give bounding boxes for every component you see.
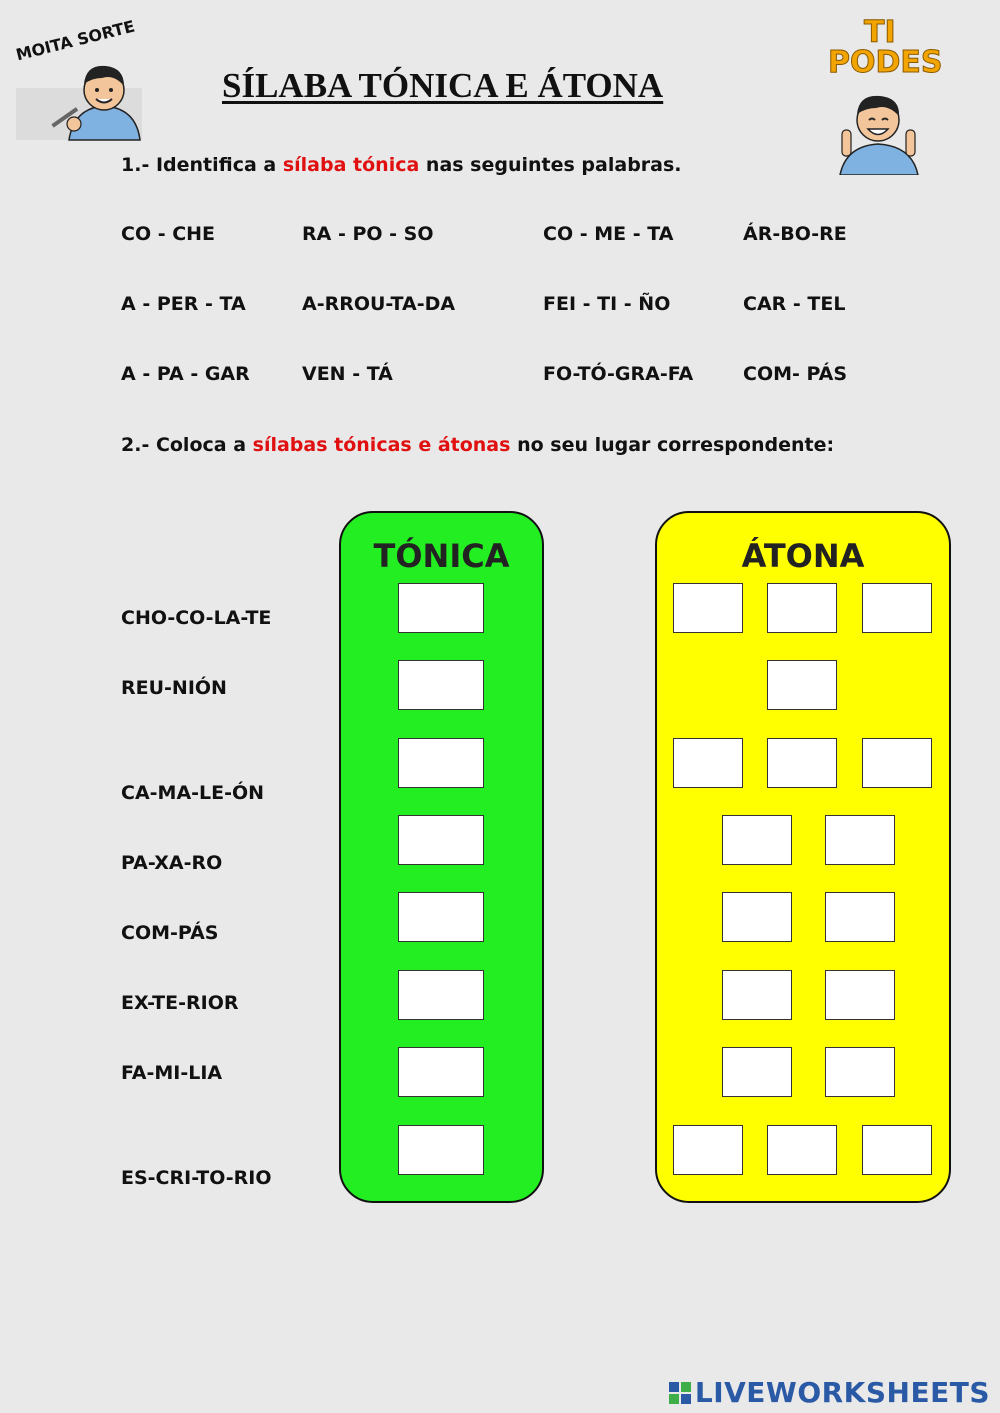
liveworksheets-brand: LIVEWORKSHEETS xyxy=(694,1376,990,1409)
row-label: ES-CRI-TO-RIO xyxy=(121,1167,272,1189)
atona-drop-box[interactable] xyxy=(862,583,932,633)
question-2-prefix: 2.- Coloca a xyxy=(121,434,253,456)
question-2 xyxy=(121,434,834,456)
row-label: PA-XA-RO xyxy=(121,852,223,874)
atona-drop-box[interactable] xyxy=(722,815,792,865)
row-label: COM-PÁS xyxy=(121,922,219,944)
row-label: REU-NIÓN xyxy=(121,677,227,699)
word-cell[interactable]: A - PER - TA xyxy=(121,293,246,315)
row-label: FA-MI-LIA xyxy=(121,1062,223,1084)
word-cell[interactable]: RA - PO - SO xyxy=(302,223,434,245)
left-mascot xyxy=(14,16,144,143)
right-mascot-caption-1: TI xyxy=(864,15,896,50)
word-cell[interactable]: CAR - TEL xyxy=(743,293,846,315)
word-cell[interactable]: A - PA - GAR xyxy=(121,363,250,385)
row-label: CA-MA-LE-ÓN xyxy=(121,782,265,804)
question-1-highlight: sílaba tónica xyxy=(282,154,420,176)
atona-column-title: ÁTONA xyxy=(741,537,865,575)
question-2-suffix: no seu lugar correspondente: xyxy=(510,434,835,456)
tonica-drop-box[interactable] xyxy=(398,892,484,942)
atona-drop-box[interactable] xyxy=(722,970,792,1020)
question-1 xyxy=(121,154,682,176)
word-cell[interactable]: A-RROU-TA-DA xyxy=(302,293,456,315)
tonica-drop-box[interactable] xyxy=(398,1047,484,1097)
atona-drop-box[interactable] xyxy=(767,738,837,788)
atona-drop-box[interactable] xyxy=(825,970,895,1020)
right-mascot xyxy=(826,15,943,175)
atona-drop-box[interactable] xyxy=(825,1047,895,1097)
tonica-column-title: TÓNICA xyxy=(373,537,510,575)
atona-drop-box[interactable] xyxy=(722,1047,792,1097)
atona-drop-box[interactable] xyxy=(862,1125,932,1175)
mascot-thumbs-up-icon xyxy=(826,80,931,175)
word-cell[interactable]: VEN - TÁ xyxy=(302,363,393,385)
atona-drop-box[interactable] xyxy=(767,1125,837,1175)
tonica-drop-box[interactable] xyxy=(398,738,484,788)
liveworksheets-logo xyxy=(669,1376,990,1409)
left-mascot-caption: MOITA SORTE xyxy=(14,16,137,65)
tonica-drop-box[interactable] xyxy=(398,1125,484,1175)
word-cell[interactable]: CO - ME - TA xyxy=(543,223,674,245)
atona-drop-box[interactable] xyxy=(673,1125,743,1175)
atona-drop-box[interactable] xyxy=(722,892,792,942)
liveworksheets-mark-icon xyxy=(669,1382,691,1404)
row-label: EX-TE-RIOR xyxy=(121,992,239,1014)
atona-drop-box[interactable] xyxy=(673,583,743,633)
word-cell[interactable]: CO - CHE xyxy=(121,223,216,245)
word-cell[interactable]: FO-TÓ-GRA-FA xyxy=(543,363,694,385)
word-cell[interactable]: COM- PÁS xyxy=(743,363,848,385)
word-cell[interactable]: FEI - TI - ÑO xyxy=(543,293,671,315)
atona-drop-box[interactable] xyxy=(767,660,837,710)
question-1-suffix: nas seguintes palabras. xyxy=(419,154,682,176)
tonica-drop-box[interactable] xyxy=(398,815,484,865)
question-1-prefix: 1.- Identifica a xyxy=(121,154,283,176)
tonica-drop-box[interactable] xyxy=(398,583,484,633)
atona-drop-box[interactable] xyxy=(825,815,895,865)
atona-drop-box[interactable] xyxy=(825,892,895,942)
word-cell[interactable]: ÁR-BO-RE xyxy=(743,223,847,245)
atona-drop-box[interactable] xyxy=(673,738,743,788)
atona-drop-box[interactable] xyxy=(862,738,932,788)
row-label: CHO-CO-LA-TE xyxy=(121,607,272,629)
page-title: SÍLABA TÓNICA E ÁTONA xyxy=(222,66,664,105)
atona-drop-box[interactable] xyxy=(767,583,837,633)
tonica-drop-box[interactable] xyxy=(398,660,484,710)
tonica-drop-box[interactable] xyxy=(398,970,484,1020)
question-2-highlight: sílabas tónicas e átonas xyxy=(252,434,511,456)
right-mascot-caption-2: PODES xyxy=(828,45,943,80)
